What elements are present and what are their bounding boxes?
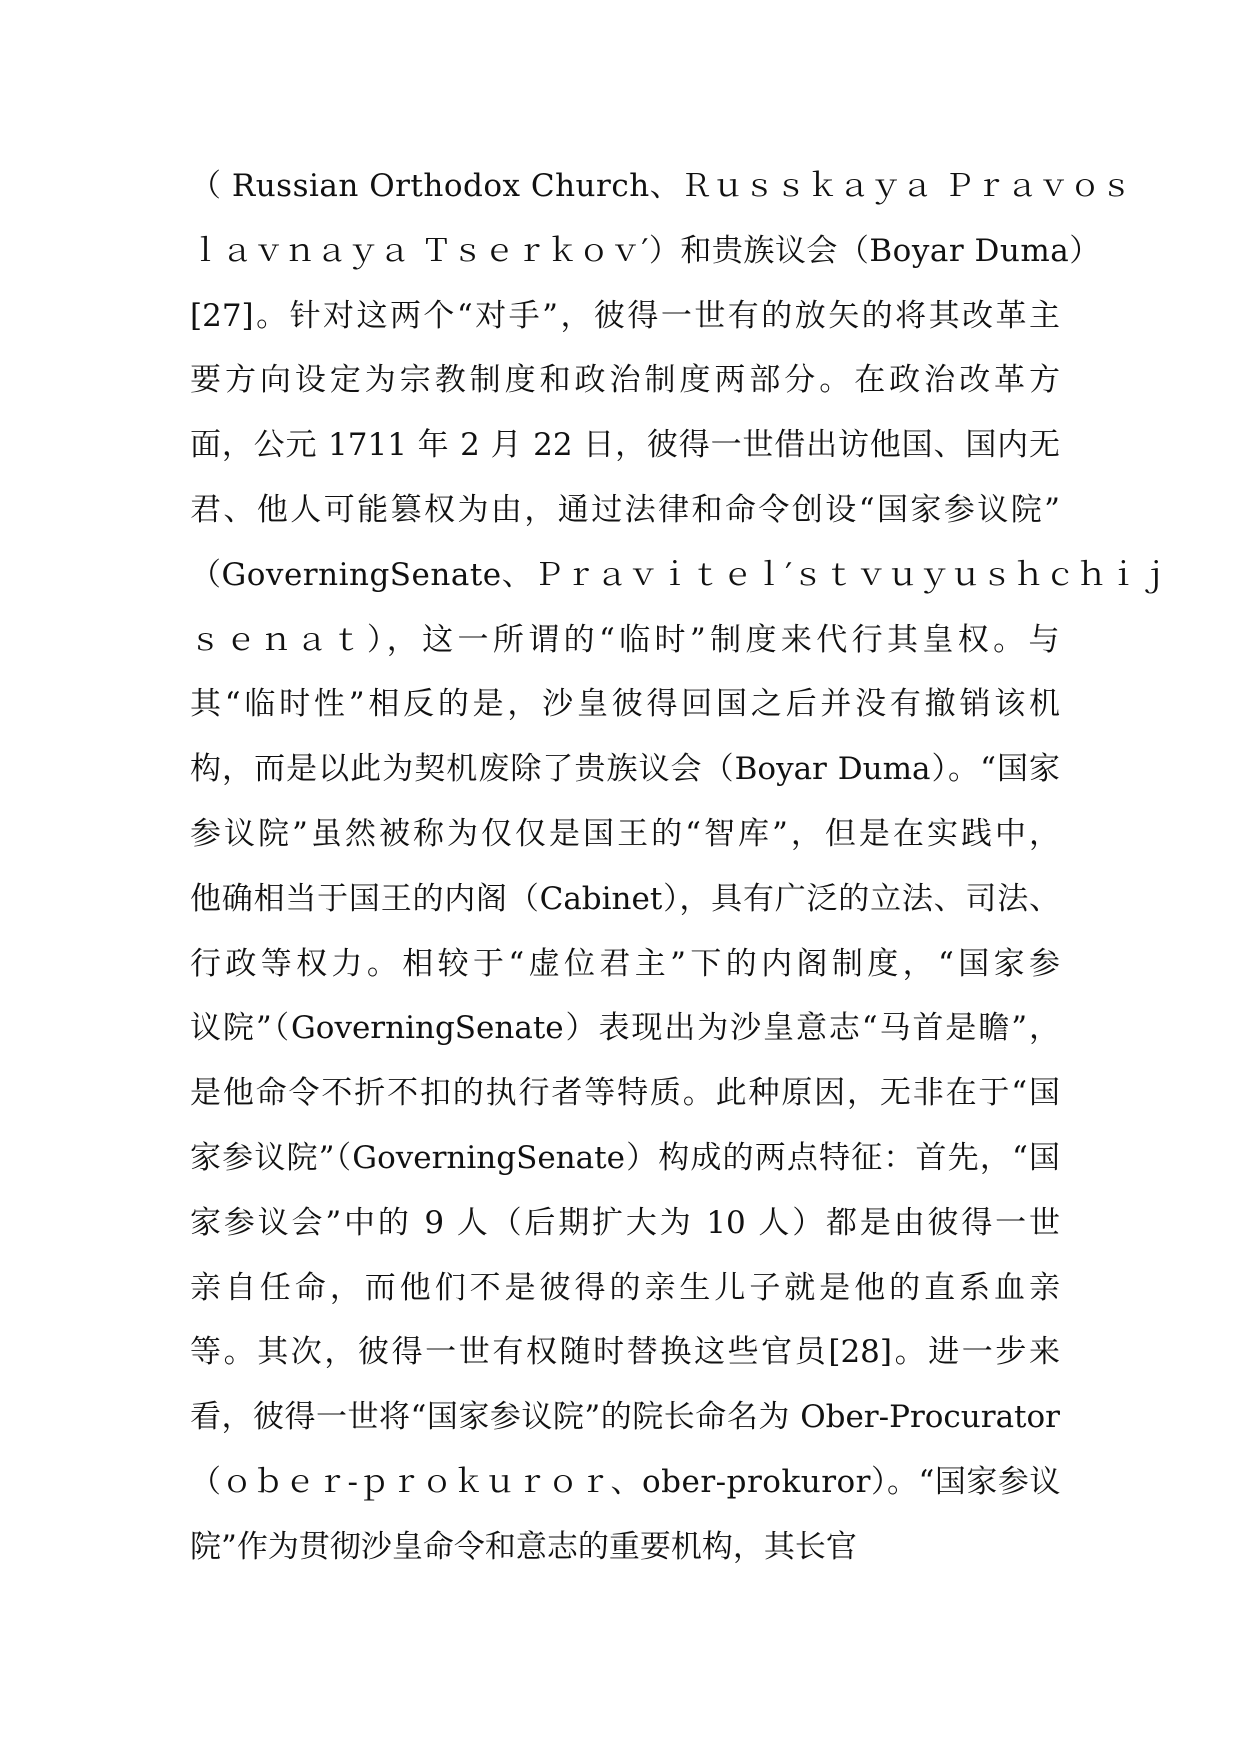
text-line: 家参议会”中的 9 人（后期扩大为 10 人）都是由彼得一世 xyxy=(190,1204,1060,1241)
text-line: 家参议院”（GoverningSenate）构成的两点特征：首先，“国 xyxy=(190,1139,1060,1176)
text-line: 看，彼得一世将“国家参议院”的院长命名为 Ober-Procurator xyxy=(190,1399,1060,1436)
text-line: （GoverningSenate、Ｐｒａｖｉｔｅｌ′ｓｔｖｕｙｕｓｈｃｈｉｊ xyxy=(190,556,1171,593)
text-line: 要方向设定为宗教制度和政治制度两部分。在政治改革方 xyxy=(190,362,1060,399)
text-line: 等。其次，彼得一世有权随时替换这些官员[28]。进一步来 xyxy=(190,1334,1060,1371)
text-line: 构，而是以此为契机废除了贵族议会（Boyar Duma）。“国家 xyxy=(190,751,1060,788)
text-line: 议院”（GoverningSenate）表现出为沙皇意志“马首是瞻”， xyxy=(190,1010,1060,1047)
text-line: （ Russian Orthodox Church、Ｒｕｓｓｋａｙａ Ｐｒａｖｏｓ xyxy=(190,168,1133,204)
text-line: 他确相当于国王的内阁（Cabinet），具有广泛的立法、司法、 xyxy=(190,880,1060,917)
body-text xyxy=(190,154,1171,1580)
text-line: 参议院”虽然被称为仅仅是国王的“智库”，但是在实践中， xyxy=(190,815,1060,852)
text-line: 行政等权力。相较于“虚位君主”下的内阁制度，“国家参 xyxy=(190,945,1060,982)
text-line: [27]。针对这两个“对手”，彼得一世有的放矢的将其改革主 xyxy=(190,297,1060,334)
text-line: （ｏｂｅｒ-ｐｒｏｋｕｒｏｒ、ober-prokuror）。“国家参议 xyxy=(190,1463,1061,1500)
text-line: 其“临时性”相反的是，沙皇彼得回国之后并没有撤销该机 xyxy=(190,686,1060,723)
text-line: 院”作为贯彻沙皇命令和意志的重要机构，其长官 xyxy=(190,1528,857,1565)
text-line: 君、他人可能篡权为由，通过法律和命令创设“国家参议院” xyxy=(190,491,1060,528)
text-line: 亲自任命，而他们不是彼得的亲生儿子就是他的直系血亲 xyxy=(190,1269,1060,1306)
text-line: ｓｅｎａｔ），这一所谓的“临时”制度来代行其皇权。与 xyxy=(190,621,1060,658)
text-line: ｌａｖｎａｙａ Ｔｓｅｒｋｏｖ′）和贵族议会（Boyar Duma） xyxy=(190,232,1101,269)
text-line: 面，公元 1711 年 2 月 22 日，彼得一世借出访他国、国内无 xyxy=(190,427,1060,464)
text-line: 是他命令不折不扣的执行者等特质。此种原因，无非在于“国 xyxy=(190,1075,1060,1112)
